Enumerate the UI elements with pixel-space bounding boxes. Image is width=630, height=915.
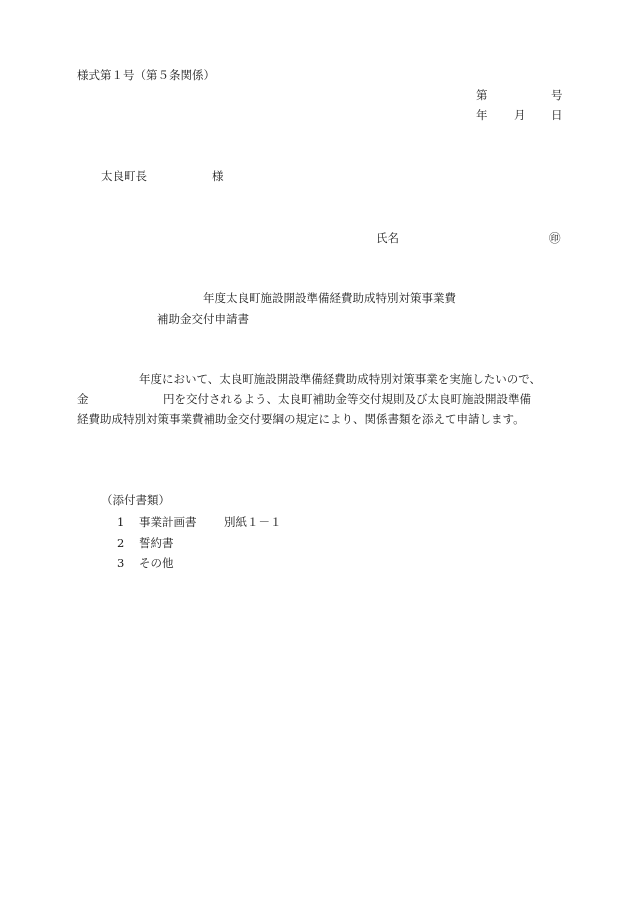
body-amount-prefix: 金 (77, 392, 89, 406)
date-month: 月 (514, 108, 526, 122)
attachment-item-number: 3 (117, 556, 125, 570)
date-day: 日 (551, 108, 563, 122)
applicant-name-label: 氏名 (376, 231, 399, 245)
doc-number-suffix: 号 (551, 88, 563, 102)
body-line-3: 経費助成特別対策事業費補助金交付要綱の規定により、関係書類を添えて申請します。 (77, 412, 525, 426)
body-line-2: 円を交付されるよう、太良町補助金等交付規則及び太良町施設開設準備 (163, 392, 531, 406)
title-line-2: 補助金交付申請書 (157, 312, 249, 326)
form-number: 様式第１号（第５条関係） (77, 68, 215, 82)
attachment-item-text: その他 (139, 556, 174, 570)
attachments-heading: （添付書類） (101, 493, 170, 507)
attachment-item-text: 事業計画書 (139, 515, 197, 529)
title-line-1: 年度太良町施設開設準備経費助成特別対策事業費 (203, 291, 456, 305)
attachment-item-text: 誓約書 (139, 536, 174, 550)
date-year: 年 (476, 108, 488, 122)
attachment-item-note: 別紙１－１ (224, 515, 282, 529)
addressee-name: 太良町長 (101, 169, 147, 183)
doc-number-prefix: 第 (476, 88, 488, 102)
seal-mark: ㊞ (549, 231, 561, 245)
attachment-item-number: 1 (117, 515, 125, 529)
addressee-honorific: 様 (212, 169, 224, 183)
attachment-item-number: 2 (117, 536, 125, 550)
body-line-1: 年度において、太良町施設開設準備経費助成特別対策事業を実施したいので、 (139, 372, 542, 386)
